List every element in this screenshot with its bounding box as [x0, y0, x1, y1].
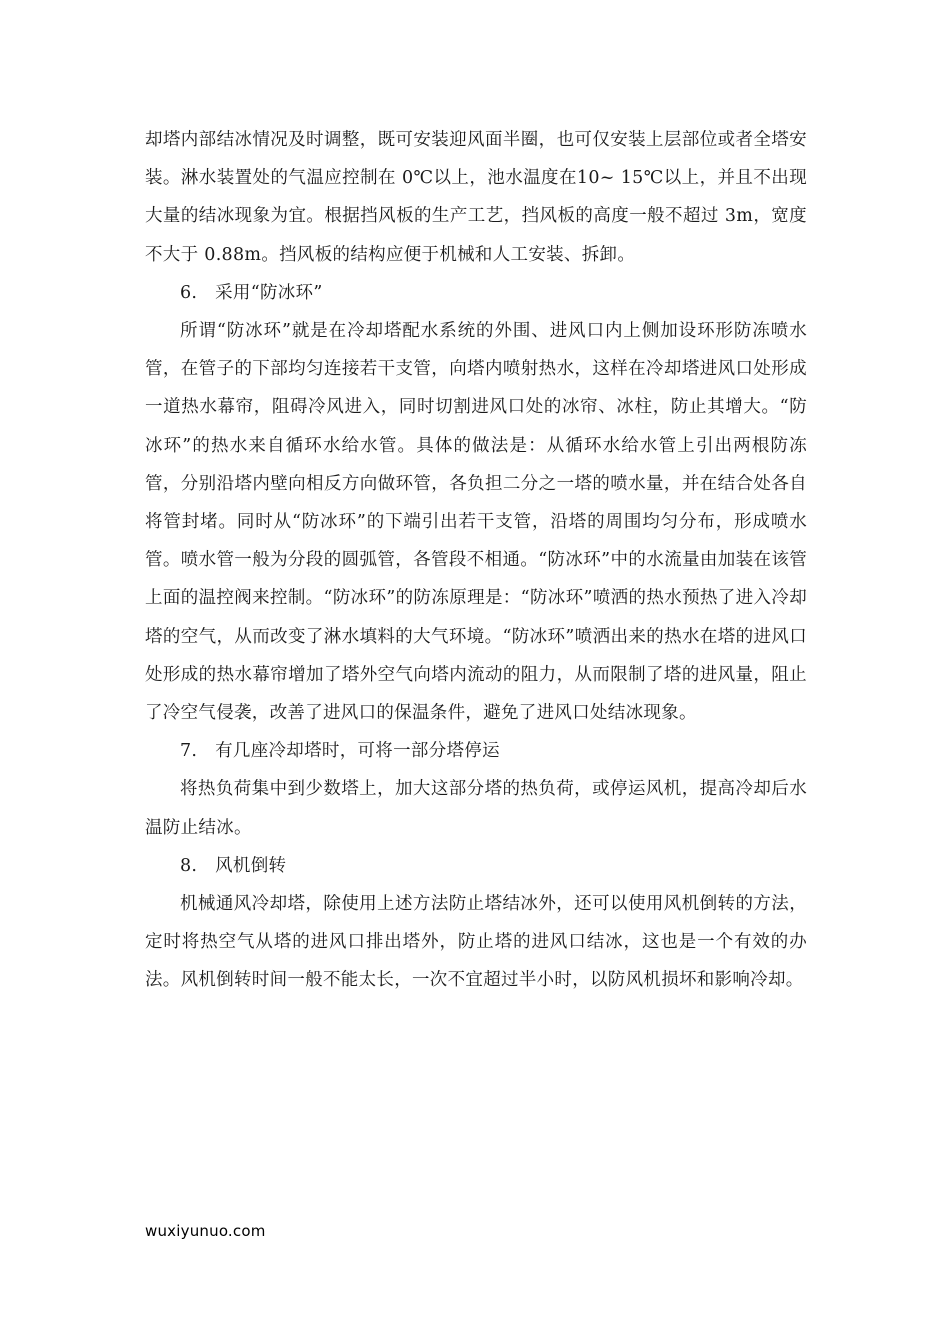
section-heading-7: 7. 有几座冷却塔时，可将一部分塔停运 [180, 741, 500, 762]
footer-watermark-text: wuxiyunuo.com [145, 1222, 266, 1240]
section-heading-6: 6. 采用“防冰环” [180, 282, 323, 303]
paragraph-fan-reverse: 机械通风冷却塔，除使用上述方法防止塔结冰外，还可以使用风机倒转的方法，定时将热空气从塔的进风口排出塔外，防止塔的进风口结冰，这也是一个有效的办法。风机倒转时间一般不能太长，一次不宜超过半小时，以防风机损坏和影响冷却。 [145, 894, 807, 991]
section-heading-8: 8. 风机倒转 [180, 855, 287, 876]
paragraph-continuation: 却塔内部结冰情况及时调整，既可安装迎风面半圈，也可仅安装上层部位或者全塔安装。淋水装置处的气温应控制在 0℃以上，池水温度在10~ 15℃以上，并且不出现大量的结冰现象为宜。根据挡风板的生产工艺，挡风板的高度一般不超过 3m，宽度不大于 0.88m。挡风板的结构应便于机械和人工安装、拆卸。 [145, 130, 807, 265]
paragraph-tower-shutdown: 将热负荷集中到少数塔上，加大这部分塔的热负荷，或停运风机，提高冷却后水温防止结冰。 [145, 779, 807, 838]
paragraph-anti-ice-ring: 所谓“防冰环”就是在冷却塔配水系统的外围、进风口内上侧加设环形防冻喷水管，在管子的下部均匀连接若干支管，向塔内喷射热水，这样在冷却塔进风口处形成一道热水幕帘，阻碍冷风进入，同时切割进风口处的冰帘、冰柱，防止其增大。“防冰环”的热水来自循环水给水管。具体的做法是：从循环水给水管上引出两根防冻管，分别沿塔内壁向相反方向做环管，各负担二分之一塔的喷水量，并在结合处各自将管封堵。同时从“防冰环”的下端引出若干支管，沿塔的周围均匀分布，形成喷水管。喷水管一般为分段的圆弧管，各管段不相通。“防冰环”中的水流量由加装在该管上面的温控阀来控制。“防冰环”的防冻原理是：“防冰环”喷洒的热水预热了进入冷却塔的空气，从而改变了淋水填料的大气环境。“防冰环”喷洒出来的热水在塔的进风口处形成的热水幕帘增加了塔外空气向塔内流动的阻力，从而限制了塔的进风量，阻止了冷空气侵袭，改善了进风口的保温条件，避免了进风口处结冰现象。 [145, 321, 807, 724]
document-body [145, 121, 807, 1000]
